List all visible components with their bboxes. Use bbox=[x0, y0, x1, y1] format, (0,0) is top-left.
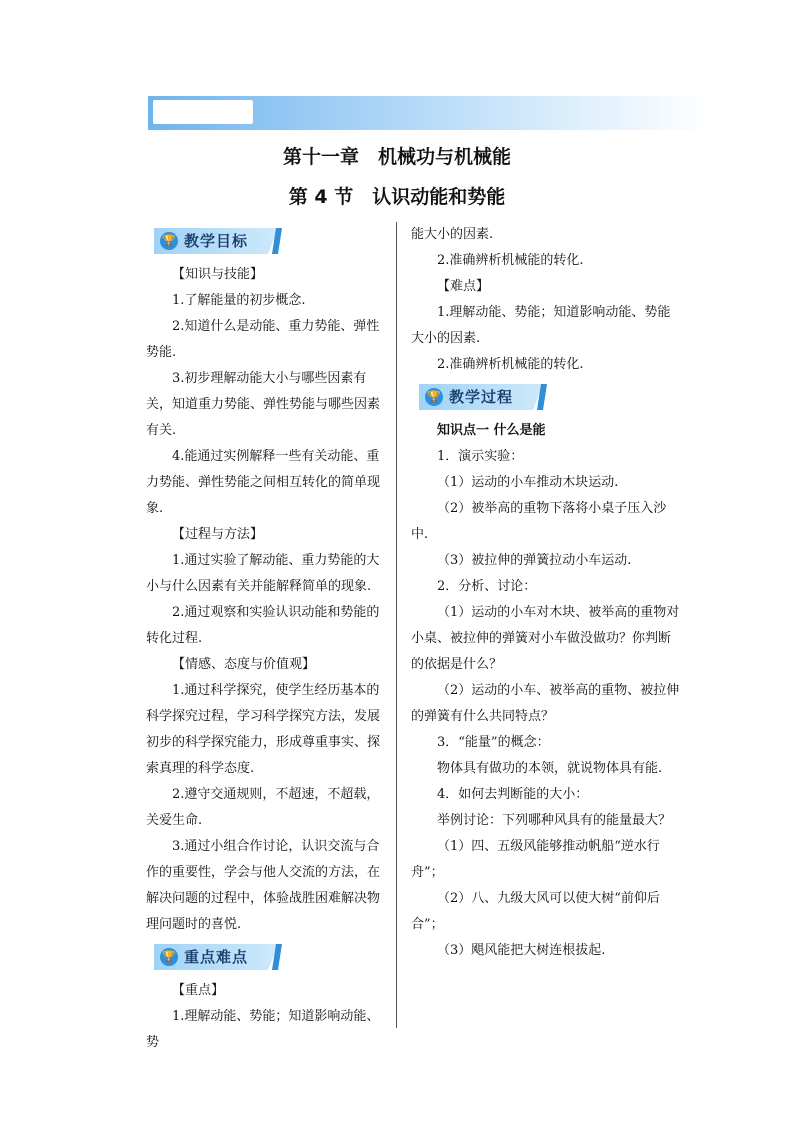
key-item: 1.理解动能、势能；知道影响动能、势 bbox=[146, 1009, 380, 1050]
trophy-icon: 🏆 bbox=[160, 948, 178, 966]
body-line: 物体具有做功的本领，就说物体具有能. bbox=[437, 761, 663, 776]
knowledge-heading: 【知识与技能】 bbox=[172, 267, 264, 282]
body-line: （2）运动的小车、被举高的重物、被拉伸的弹簧有什么共同特点？ bbox=[411, 683, 680, 724]
difficulty-item: 2.准确辨析机械能的转化. bbox=[437, 357, 584, 372]
column-divider bbox=[396, 222, 397, 1028]
key-item: 2.准确辨析机械能的转化. bbox=[437, 253, 584, 268]
section-label-goals: 🏆 教学目标 bbox=[154, 228, 284, 256]
body-line: （3）飓风能把大树连根拔起. bbox=[437, 943, 606, 958]
section-title: 第 4 节 认识动能和势能 bbox=[288, 186, 506, 208]
key-heading: 【重点】 bbox=[172, 983, 225, 998]
goal-item: 3.初步理解动能大小与哪些因素有关，知道重力势能、弹性势能与哪些因素有关. bbox=[146, 371, 381, 438]
body-line: （3）被拉伸的弹簧拉动小车运动. bbox=[437, 553, 632, 568]
difficulty-heading: 【难点】 bbox=[437, 279, 490, 294]
body-line: （2）被举高的重物下落将小桌子压入沙中. bbox=[411, 501, 667, 542]
header-tab bbox=[153, 100, 253, 124]
goal-item: 4.能通过实例解释一些有关动能、重力势能、弹性势能之间相互转化的简单现象. bbox=[146, 449, 381, 516]
difficulty-item: 1.理解动能、势能；知道影响动能、势能大小的因素. bbox=[411, 305, 671, 346]
body-line: （1）运动的小车推动木块运动. bbox=[437, 475, 619, 490]
body-line: （2）八、九级大风可以使大树“前仰后合”； bbox=[411, 891, 660, 932]
goal-item: 3.通过小组合作讨论，认识交流与合作的重要性，学会与他人交流的方法，在解决问题的过程中，体验战胜困难解决物理问题时的喜悦. bbox=[146, 839, 381, 932]
left-column bbox=[146, 222, 384, 1056]
goal-item: 1.通过实验了解动能、重力势能的大小与什么因素有关并能解释简单的现象. bbox=[146, 553, 380, 594]
body-line: （1）四、五级风能够推动帆船“逆水行舟”； bbox=[411, 839, 660, 880]
knowledge-point-heading: 知识点一 什么是能 bbox=[437, 423, 546, 438]
body-line: 3．“能量”的概念： bbox=[437, 735, 550, 750]
section-label-process: 🏆 教学过程 bbox=[419, 384, 549, 412]
goal-item: 1.了解能量的初步概念. bbox=[172, 293, 306, 308]
trophy-icon: 🏆 bbox=[425, 388, 443, 406]
goal-item: 2.通过观察和实验认识动能和势能的转化过程. bbox=[146, 605, 380, 646]
goal-item: 2.遵守交通规则，不超速，不超载，关爱生命. bbox=[146, 787, 380, 828]
emotion-heading: 【情感、态度与价值观】 bbox=[172, 657, 316, 672]
goal-item: 1.通过科学探究，使学生经历基本的科学探究过程，学习科学探究方法，发展初步的科学探究能力，形成尊重事实、探索真理的科学态度. bbox=[146, 683, 381, 776]
body-line: 2．分析、讨论： bbox=[437, 579, 537, 594]
right-column bbox=[411, 222, 681, 964]
section-label-keypoints: 🏆 重点难点 bbox=[154, 944, 284, 972]
process-heading: 【过程与方法】 bbox=[172, 527, 264, 542]
key-item-continued: 能大小的因素. bbox=[411, 227, 494, 242]
chapter-title: 第十一章 机械功与机械能 bbox=[282, 146, 511, 168]
body-line: （1）运动的小车对木块、被举高的重物对小桌、被拉伸的弹簧对小车做没做功？你判断的依据是什么？ bbox=[411, 605, 680, 672]
body-line: 1．演示实验： bbox=[437, 449, 524, 464]
body-line: 4．如何去判断能的大小： bbox=[437, 787, 589, 802]
goal-item: 2.知道什么是动能、重力势能、弹性势能. bbox=[146, 319, 380, 360]
body-line: 举例讨论：下列哪种风具有的能量最大？ bbox=[437, 813, 672, 828]
trophy-icon: 🏆 bbox=[160, 232, 178, 250]
